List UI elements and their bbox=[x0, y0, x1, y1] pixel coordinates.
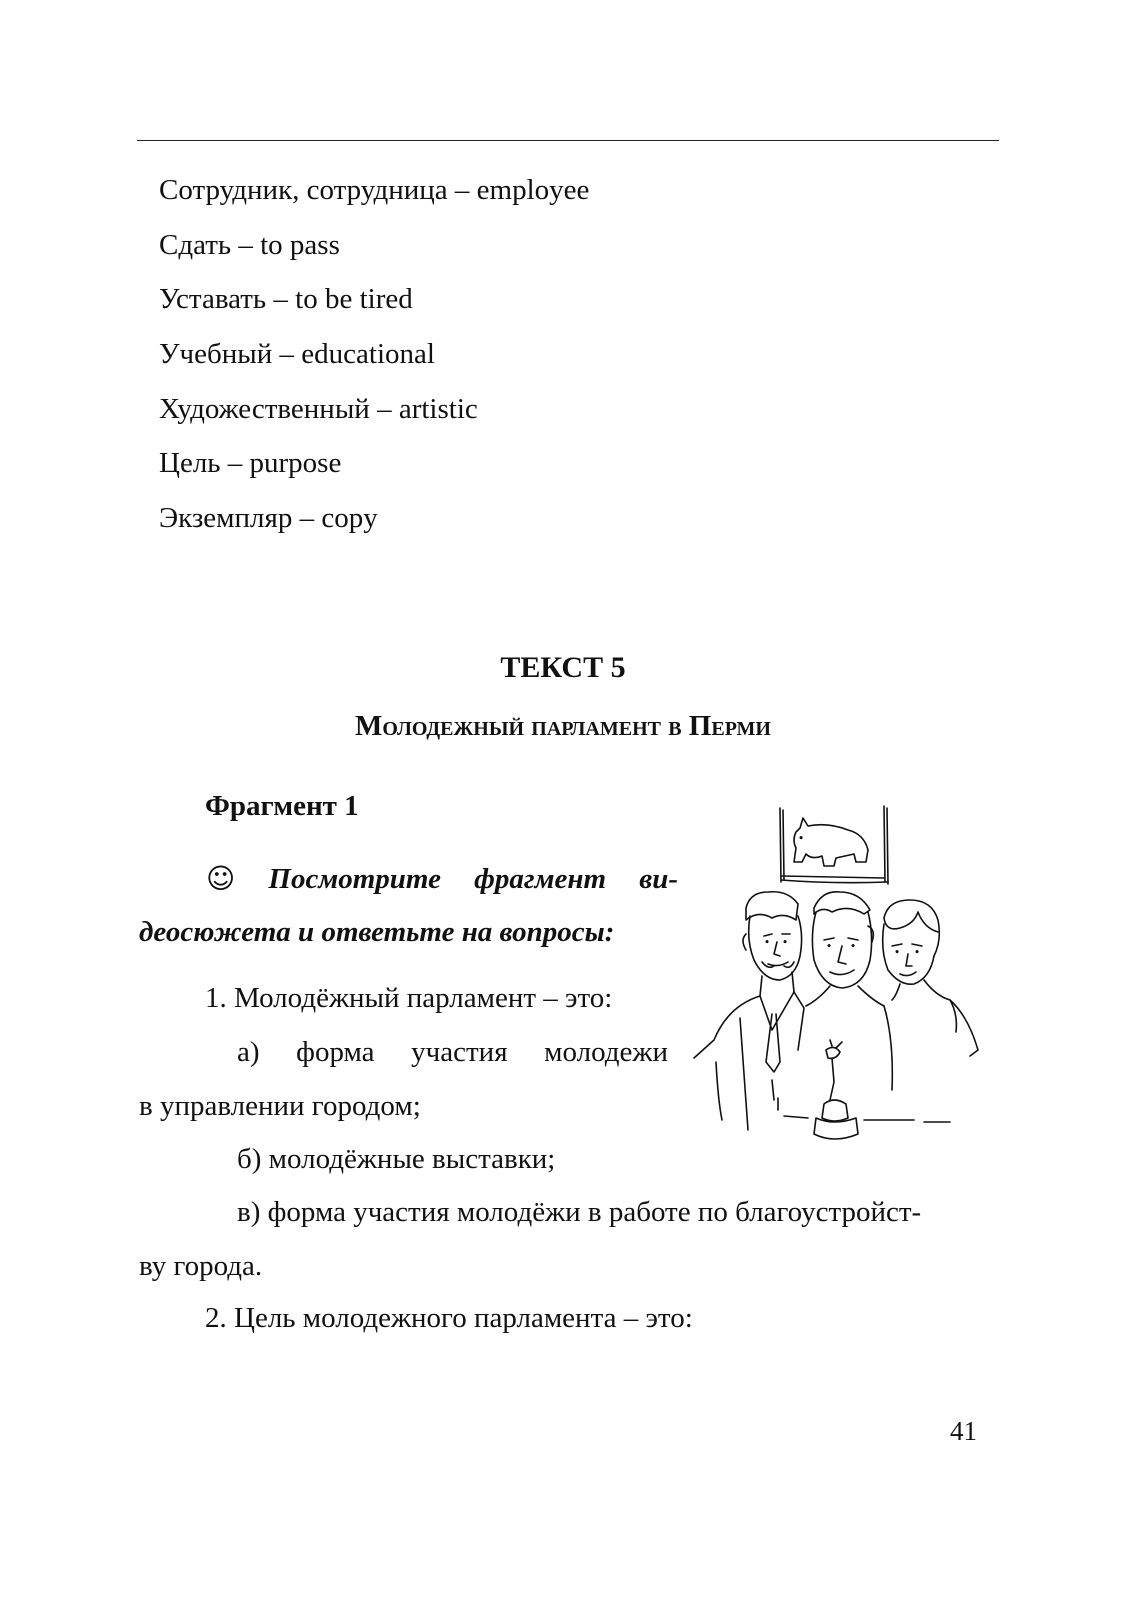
answer-a-line2: в управлении городом; bbox=[139, 1090, 421, 1122]
vocab-item: Сотрудник, сотрудница – employee bbox=[159, 174, 590, 206]
answer-b: б) молодёжные выставки; bbox=[237, 1143, 556, 1175]
question-2: 2. Цель молодежного парламента – это: bbox=[205, 1302, 693, 1334]
answer-c-line1: в) форма участия молодёжи в работе по благоустройст- bbox=[237, 1196, 922, 1228]
vocab-item: Учебный – educational bbox=[159, 338, 435, 371]
table-edge bbox=[784, 1116, 950, 1122]
section-title: ТЕКСТ 5 bbox=[500, 651, 626, 684]
sketch-svg bbox=[688, 800, 988, 1150]
smiley-icon: ☺ bbox=[206, 862, 236, 895]
header-rule bbox=[137, 140, 999, 141]
question-1: 1. Молодёжный парламент – это: bbox=[205, 982, 613, 1014]
bear-picture-icon bbox=[780, 806, 888, 884]
vocab-item: Цель – purpose bbox=[159, 447, 342, 480]
answer-a-line1 bbox=[237, 1036, 668, 1069]
vocab-item: Сдать – to pass bbox=[159, 228, 340, 261]
task-word: Посмотрите bbox=[268, 863, 441, 895]
answer-c-line2: ву города. bbox=[139, 1250, 263, 1282]
table-edge bbox=[772, 1080, 778, 1110]
microphone-icon bbox=[814, 1040, 858, 1139]
fragment-heading: Фрагмент 1 bbox=[205, 790, 359, 822]
vocabulary-list bbox=[159, 170, 589, 553]
vocab-item: Экземпляр – copy bbox=[159, 502, 378, 535]
three-people-sketch-illustration bbox=[688, 800, 988, 1150]
task-instruction-line1 bbox=[206, 862, 678, 896]
section-subtitle: Молодежный парламент в Перми bbox=[355, 710, 771, 742]
answer-word: молодежи bbox=[544, 1036, 668, 1068]
answer-word: участия bbox=[411, 1036, 508, 1068]
task-instruction-line2: деосюжета и ответьте на вопросы: bbox=[139, 916, 615, 948]
middle-man-figure bbox=[806, 892, 892, 1090]
answer-word: а) bbox=[237, 1036, 260, 1068]
right-woman-figure bbox=[883, 900, 978, 1056]
left-man-figure bbox=[694, 892, 804, 1130]
page-number: 41 bbox=[950, 1416, 977, 1446]
task-word: ви- bbox=[639, 863, 678, 895]
vocab-item: Уставать – to be tired bbox=[159, 283, 413, 316]
vocab-item: Художественный – artistic bbox=[159, 392, 478, 425]
task-word: фрагмент bbox=[474, 863, 607, 895]
answer-word: форма bbox=[296, 1036, 375, 1068]
